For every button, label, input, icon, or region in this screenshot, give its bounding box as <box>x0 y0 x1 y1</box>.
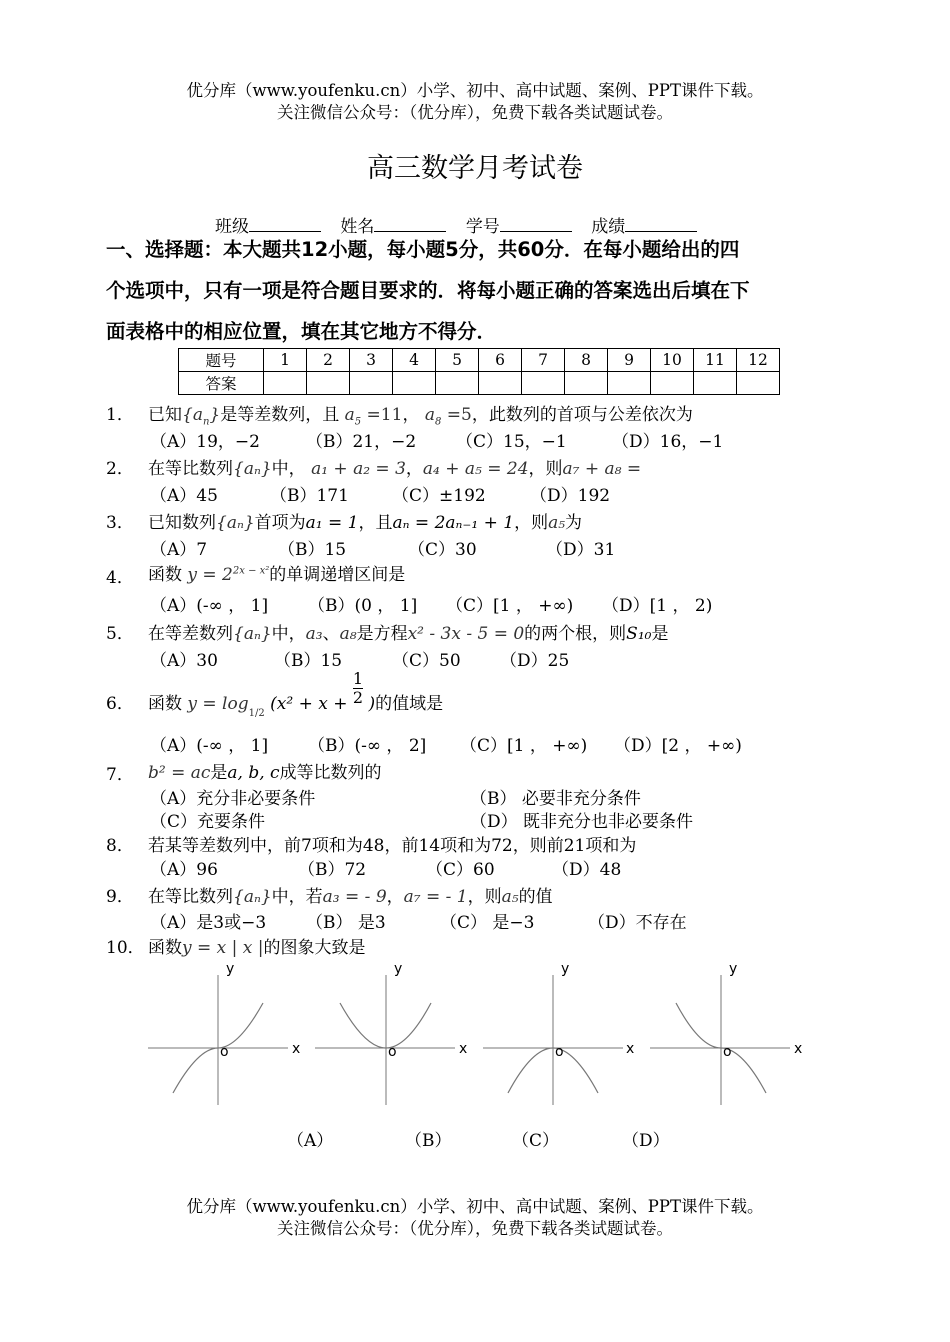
answer-cell[interactable] <box>307 372 350 395</box>
option: （A）45 <box>150 486 218 506</box>
option: （C）充要条件 <box>150 812 266 832</box>
option: （B）(0 ， 1] <box>308 596 418 616</box>
y-label: y <box>394 961 403 977</box>
option: （C） 是−3 <box>440 913 535 933</box>
table-row <box>179 372 780 395</box>
option: （C）15，−1 <box>456 432 567 452</box>
option: （A）(-∞ ， 1] <box>150 736 269 756</box>
table-cell: 5 <box>436 349 479 372</box>
table-cell: 1 <box>264 349 307 372</box>
question-number: 8． <box>106 836 134 856</box>
option: （A）19，−2 <box>150 432 260 452</box>
question-10-stem: 函数y = x | x |的图象大致是 <box>148 938 366 958</box>
question-4-stem: 函数 $y = 2^{2x - x^2}$的单调递增区间是 <box>148 565 406 585</box>
page-title: 高三数学月考试卷 <box>367 153 583 184</box>
option: （C）±192 <box>392 486 486 506</box>
option: （D）不存在 <box>588 913 687 933</box>
number-label: 学号 <box>465 217 500 237</box>
answer-cell[interactable] <box>608 372 651 395</box>
answer-cell[interactable] <box>350 372 393 395</box>
answer-cell[interactable] <box>522 372 565 395</box>
score-label: 成绩 <box>591 217 626 237</box>
question-number: 7． <box>106 765 134 785</box>
x-label: x <box>626 1041 635 1057</box>
table-cell: 4 <box>393 349 436 372</box>
question-5-stem: 在等差数列{aₙ}中，a₃、a₈是方程x² - 3x - 5 = 0的两个根，则S₁₀是 <box>148 624 669 644</box>
row-header-number: 题号 <box>179 349 264 372</box>
fraction: $\frac{1}{2}$ <box>352 669 364 707</box>
option: （B）171 <box>270 486 349 506</box>
option: （C）[1 ， +∞) <box>460 736 588 756</box>
table-cell: 12 <box>737 349 780 372</box>
option: （D）192 <box>530 486 611 506</box>
option: （A）充分非必要条件 <box>150 789 316 809</box>
answer-cell[interactable] <box>651 372 694 395</box>
x-label: x <box>794 1041 803 1057</box>
option: （C）50 <box>392 651 461 671</box>
option: （B）(-∞ ， 2] <box>308 736 427 756</box>
question-8-stem: 若某等差数列中，前7项和为48，前14项和为72，则前21项和为 <box>148 836 637 856</box>
option: （C）60 <box>426 860 495 880</box>
option: （B） 必要非充分条件 <box>470 789 641 809</box>
row-header-answer: 答案 <box>179 372 264 395</box>
section1-line-2: 个选项中，只有一项是符合题目要求的．将每小题正确的答案选出后填在下 <box>106 279 750 302</box>
graph-b <box>315 961 467 1105</box>
option: （D）16，−1 <box>612 432 724 452</box>
option: （B）72 <box>298 860 367 880</box>
x-label: x <box>292 1041 301 1057</box>
origin-label: o <box>220 1044 229 1060</box>
header-line-1: 优分库（www.youfenku.cn）小学、初中、高中试题、案例、PPT课件下载。 <box>186 81 764 100</box>
option: （B）15 <box>274 651 343 671</box>
table-cell: 7 <box>522 349 565 372</box>
option: （B） 是3 <box>306 913 386 933</box>
table-cell: 10 <box>651 349 694 372</box>
option: （A）7 <box>150 540 208 560</box>
table-cell: 11 <box>694 349 737 372</box>
answer-cell[interactable] <box>436 372 479 395</box>
graph-c <box>483 961 634 1105</box>
answer-cell[interactable] <box>694 372 737 395</box>
question-number: 6． <box>106 694 134 714</box>
option: （D）31 <box>546 540 616 560</box>
table-row <box>179 349 780 372</box>
table-cell: 9 <box>608 349 651 372</box>
option: （D）25 <box>500 651 570 671</box>
option: （C）30 <box>408 540 477 560</box>
option: （B）21，−2 <box>306 432 417 452</box>
origin-label: o <box>388 1044 397 1060</box>
x-label: x <box>459 1041 468 1057</box>
graph-label-b: （B） <box>405 1131 452 1151</box>
option: （D） 既非充分也非必要条件 <box>470 812 694 832</box>
name-label: 姓名 <box>340 217 375 237</box>
origin-label: o <box>723 1044 732 1060</box>
option: （D）48 <box>552 860 622 880</box>
graph-label-d: （D） <box>622 1131 670 1151</box>
question-2-stem: 在等比数列{aₙ}中， a₁ + a₂ = 3，a₄ + a₅ = 24，则a₇ + a₈ = <box>148 459 642 479</box>
table-cell: 2 <box>307 349 350 372</box>
answer-cell[interactable] <box>264 372 307 395</box>
graph-label-a: （A） <box>287 1131 334 1151</box>
option: （D）[1 ， 2) <box>602 596 713 616</box>
option: （A）96 <box>150 860 218 880</box>
graph-a <box>148 961 300 1105</box>
question-number: 9． <box>106 887 134 907</box>
y-label: y <box>729 961 738 977</box>
graph-d <box>650 961 802 1105</box>
option: （B）15 <box>278 540 347 560</box>
option: （A）是3或−3 <box>150 913 267 933</box>
table-cell: 6 <box>479 349 522 372</box>
question-number: 5． <box>106 624 134 644</box>
answer-cell[interactable] <box>479 372 522 395</box>
class-label: 班级 <box>215 217 249 237</box>
option: （A）30 <box>150 651 218 671</box>
question-number: 10． <box>106 938 145 958</box>
question-number: 3． <box>106 513 134 533</box>
table-cell: 8 <box>565 349 608 372</box>
option: （D）[2 ， +∞) <box>614 736 742 756</box>
answer-cell[interactable] <box>737 372 780 395</box>
question-6-stem: 函数 $y = \log_{1/2} (x^2 + x$ + $\frac{1}{2}$ )的值域是 <box>148 669 444 720</box>
question-number: 4． <box>106 568 134 588</box>
answer-table <box>178 348 780 395</box>
footer-line-1: 优分库（www.youfenku.cn）小学、初中、高中试题、案例、PPT课件下载。 <box>186 1197 764 1216</box>
option: （A）(-∞ ， 1] <box>150 596 269 616</box>
graph-label-c: （C） <box>512 1131 560 1151</box>
question-3-stem: 已知数列{aₙ}首项为a₁ = 1，且aₙ = 2aₙ₋₁ + 1，则a₅为 <box>148 513 583 533</box>
y-label: y <box>561 961 570 977</box>
question-number: 1． <box>106 405 134 425</box>
answer-cell[interactable] <box>565 372 608 395</box>
question-number: 2． <box>106 459 134 479</box>
option: （C）[1 ， +∞) <box>446 596 574 616</box>
graphs-panel <box>140 955 820 1115</box>
section1-line-1: 一、选择题：本大题共12小题，每小题5分，共60分．在每小题给出的四 <box>106 238 740 261</box>
question-9-stem: 在等比数列{aₙ}中，若a₃ = - 9，a₇ = - 1，则a₅的值 <box>148 887 553 907</box>
header-line-2: 关注微信公众号：（优分库），免费下载各类试题试卷。 <box>277 103 673 122</box>
section1-line-3: 面表格中的相应位置，填在其它地方不得分． <box>106 320 497 343</box>
origin-label: o <box>555 1044 564 1060</box>
question-7-stem: b² = ac是a, b, c成等比数列的 <box>148 763 382 783</box>
table-cell: 3 <box>350 349 393 372</box>
question-1-stem: 已知$\{a_n\}$是等差数列，且 $a_5 =11$， $a_8 =5$，此数列的首项与公差依次为 <box>148 405 693 428</box>
answer-cell[interactable] <box>393 372 436 395</box>
y-label: y <box>226 961 235 977</box>
footer-line-2: 关注微信公众号：（优分库），免费下载各类试题试卷。 <box>277 1219 673 1238</box>
